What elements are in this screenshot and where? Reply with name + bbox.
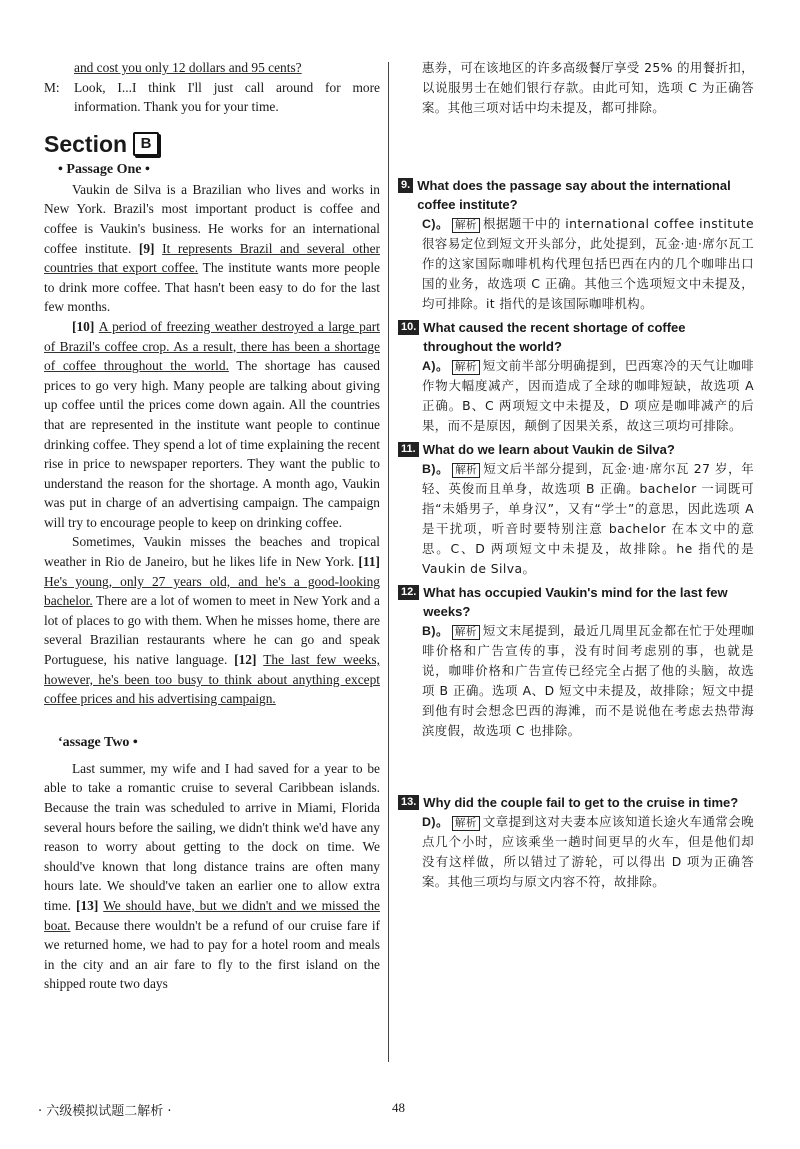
- section-heading: Section B: [44, 131, 380, 158]
- page-number: 48: [392, 1100, 405, 1115]
- question-number: 13.: [398, 795, 419, 810]
- question-number: 9.: [398, 178, 413, 193]
- passage-one-heading: • Passage One •: [58, 161, 150, 177]
- question-text: Why did the couple fail to get to the cruise in time?: [423, 795, 739, 810]
- answer: D)。: [422, 815, 449, 829]
- question-text: What does the passage say about the international coffee institute?: [417, 178, 731, 212]
- continued-explanation: 惠券，可在该地区的许多高级餐厅享受 25% 的用餐折扣，以说服男士在她们银行存款。由此可知，选项 C 为正确答案。其他三项对话中均未提及，都可排除。: [422, 60, 754, 115]
- analysis-tag: 解析: [452, 218, 480, 233]
- answer: B)。: [422, 624, 449, 638]
- right-column: [398, 58, 754, 892]
- question-12: [398, 583, 754, 741]
- question-number: 11.: [398, 442, 419, 457]
- analysis-tag: 解析: [452, 360, 480, 375]
- intro-line-2: M: Look, I...I think I'll just call around for more information. Thank you for your time.: [44, 79, 380, 115]
- answer: B)。: [422, 462, 450, 476]
- answer: C)。: [422, 217, 450, 231]
- explanation: 短文前半部分明确提到，巴西寒冷的天气让咖啡作物大幅度减产，因而造成了全球的咖啡短缺，故选项 A 正确。B、C 两项短文中未提及，D 项应是咖啡减产的后果，而不是原因，颠倒了因果关系，故这三项均可排除。: [422, 358, 754, 433]
- analysis-tag: 解析: [452, 816, 480, 831]
- passage-two-heading: ‘assage Two •: [58, 734, 138, 750]
- question-13: [398, 793, 754, 892]
- question-text: What do we learn about Vaukin de Silva?: [422, 442, 675, 457]
- explanation: 文章提到这对夫妻本应该知道长途火车通常会晚点几个小时，应该乘坐一趟时间更早的火车，但是他们却没有这样做，所以错过了游轮，可以得出 D 项为正确答案。其他三项均与原文内容不符，故排除。: [422, 814, 754, 889]
- explanation: 短文末尾提到，最近几周里瓦金都在忙于处理咖啡价格和广告宣传的事，没有时间考虑别的事，也就是说，咖啡价格和广告宣传已经完全占据了他的头脑，故选项 B 正确。选项 A、D 短文中未提及，故排除；短文中提到他有时会想念巴西的海滩，而不是说他在考虑去热带海滨度假，故选项 C 也排除。: [422, 623, 754, 738]
- paragraph-2: [10] A period of freezing weather destroyed a large part of Brazil's coffee crop. As a result, there has been a shortage of coffee throughout the world. The shortage has caused prices to go very high. Many people are talking about giving up coffee until the prices come down again. All the countries that are represented in the institute want people to continue drinking coffee. They spend a lot of time explaining the recent rise in price to newspaper reporters. They want the public to understand the reason for the shortage. A month ago, Vaukin was put in charge of an advertising campaign. The campaign will try to encourage people to keep on drinking coffee.: [44, 318, 380, 530]
- question-text: What caused the recent shortage of coffee throughout the world?: [423, 320, 686, 354]
- explanation: 根据题干中的 international coffee institute 很容易定位到短文开头部分，此处提到，瓦金·迪·席尔瓦工作的这家国际咖啡机构代理包括巴西在内的几个咖啡出口国的业务，故选项 C 正确。其他三个选项短文中未提及，均可排除。it 指代的是该国际咖啡机构。: [422, 216, 754, 311]
- question-text: What has occupied Vaukin's mind for the last few weeks?: [423, 585, 728, 619]
- analysis-tag: 解析: [452, 463, 480, 478]
- footer-title: · 六级模拟试题二解析 ·: [38, 1104, 172, 1119]
- question-10: [398, 318, 754, 436]
- question-9: [398, 176, 754, 314]
- left-column: [44, 58, 380, 994]
- answer: A)。: [422, 359, 449, 373]
- column-divider: [388, 62, 389, 1062]
- question-11: [398, 440, 754, 579]
- explanation: 短文后半部分提到，瓦金·迪·席尔瓦 27 岁，年轻、英俊而且单身，故选项 B 正确。bachelor 一词既可指“未婚男子，单身汉”，又有“学士”的意思，因此选项 A 是干扰项，听音时要特别注意 bachelor 在本文中的意思。C、D 两项短文中未提及，故排除。he 指代的是 Vaukin de Silva。: [422, 461, 754, 576]
- section-badge: B: [133, 132, 159, 156]
- question-number: 10.: [398, 320, 419, 335]
- question-number: 12.: [398, 585, 419, 600]
- paragraph-3: Sometimes, Vaukin misses the beaches and tropical weather in Rio de Janeiro, but he likes life in New York. [11] He's young, only 27 years old, and he's a good-looking bachelor. There are a lot of women to meet in New York and a lot of places to go with them. When he misses home, there are several Brazilian restaurants where he can go and speak Portuguese, his native language. [12] The last few weeks, however, he's been too busy to think about anything except coffee prices and his advertising campaign.: [44, 534, 380, 707]
- intro-line-1: and cost you only 12 dollars and 95 cents?: [74, 60, 302, 75]
- analysis-tag: 解析: [452, 625, 480, 640]
- paragraph-1: Vaukin de Silva is a Brazilian who lives and works in New York. Brazil's most important product is coffee and coffee is Vaukin's business. He works for an international coffee institute. [9] It represents Brazil and several other countries that export coffee. The institute wants more people to drink more coffee. That hasn't been easy to do for the last few months.: [44, 181, 381, 315]
- paragraph-4: Last summer, my wife and I had saved for a year to be able to take a romantic cruise to several Caribbean islands. Because the train was scheduled to arrive in Miami, Florida several hours before the sailing, we didn't think we'd have any reason to worry about getting to the dock on time. We should've known that long distance trains are often many hours late. We should've taken an earlier one to allow extra time. [13] We should have, but we didn't and we missed the boat. Because there wouldn't be a refund of our cruise fare if we returned home, we had to pay for a hotel room and meals in the city and an air fare to fly to the first island on the shipped route two days: [44, 760, 380, 992]
